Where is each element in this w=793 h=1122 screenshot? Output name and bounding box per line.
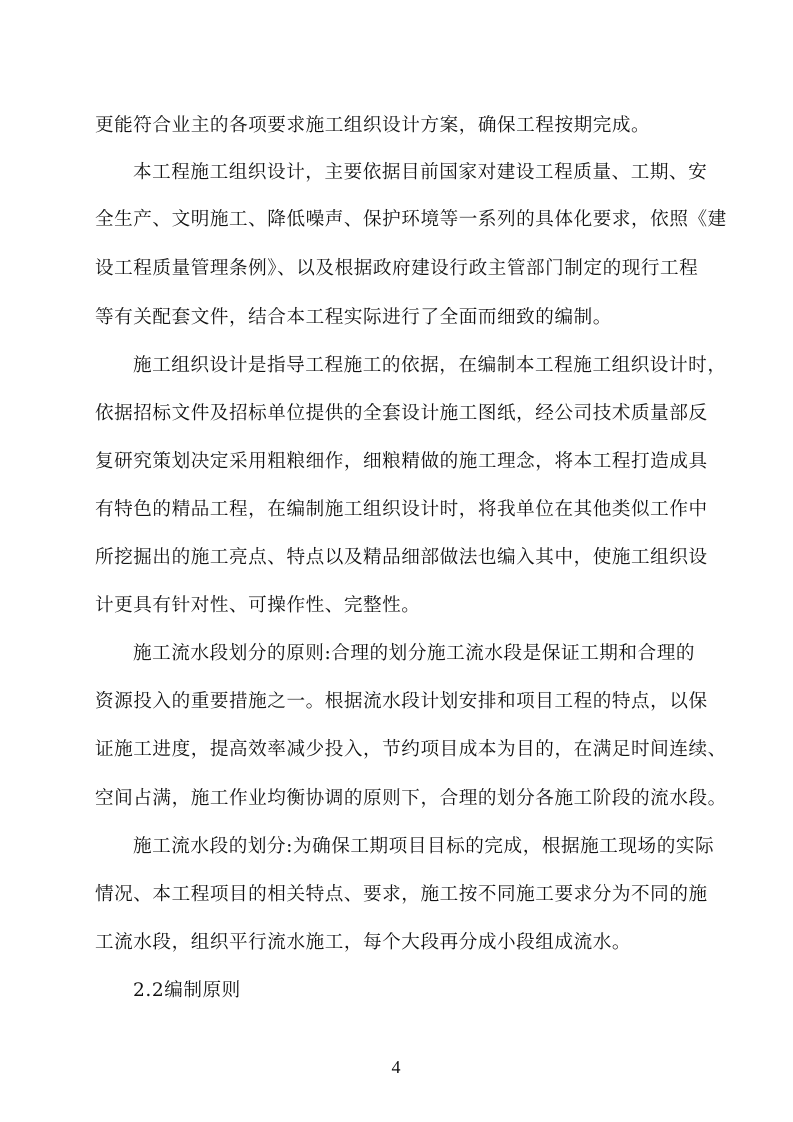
text-line: 等有关配套文件，结合本工程实际进行了全面而细致的编制。 [95,307,612,328]
text-line: 依据招标文件及招标单位提供的全套设计施工图纸，经公司技术质量部反 [95,403,708,424]
text-line: 资源投入的重要措施之一。根据流水段计划安排和项目工程的特点，以保 [95,691,708,712]
text-line: 施工组织设计是指导工程施工的依据，在编制本工程施工组织设计时， [133,355,727,376]
text-line: 设工程质量管理条例》、以及根据政府建设行政主管部门制定的现行工程 [95,258,699,279]
text-line: 施工流水段划分的原则:合理的划分施工流水段是保证工期和合理的 [133,643,695,664]
text-line: 所挖掘出的施工亮点、特点以及精品细部做法也编入其中，使施工组织设 [95,547,708,568]
text-line: 施工流水段的划分:为确保工期项目目标的完成，根据施工现场的实际 [133,836,715,857]
text-line: 本工程施工组织设计，主要依据目前国家对建设工程质量、工期、安 [133,162,708,183]
section-heading: 2.2编制原则 [133,980,241,1001]
text-line: 工流水段，组织平行流水施工，每个大段再分成小段组成流水。 [95,932,632,953]
text-line: 有特色的精品工程，在编制施工组织设计时，将我单位在其他类似工作中 [95,499,708,520]
text-line: 证施工进度，提高效率减少投入，节约项目成本为目的，在满足时间连续、 [95,739,727,760]
text-line: 计更具有针对性、可操作性、完整性。 [95,595,421,616]
text-line: 空间占满，施工作业均衡协调的原则下，合理的划分各施工阶段的流水段。 [95,788,727,809]
page-number: 4 [391,1057,401,1077]
text-line: 复研究策划决定采用粗粮细作，细粮精做的施工理念，将本工程打造成具 [95,451,708,472]
text-line: 全生产、文明施工、降低噪声、保护环境等一系列的具体化要求，依照《建 [95,209,727,230]
text-line: 情况、本工程项目的相关特点、要求，施工按不同施工要求分为不同的施 [95,884,708,905]
text-line: 更能符合业主的各项要求施工组织设计方案，确保工程按期完成。 [95,115,651,136]
